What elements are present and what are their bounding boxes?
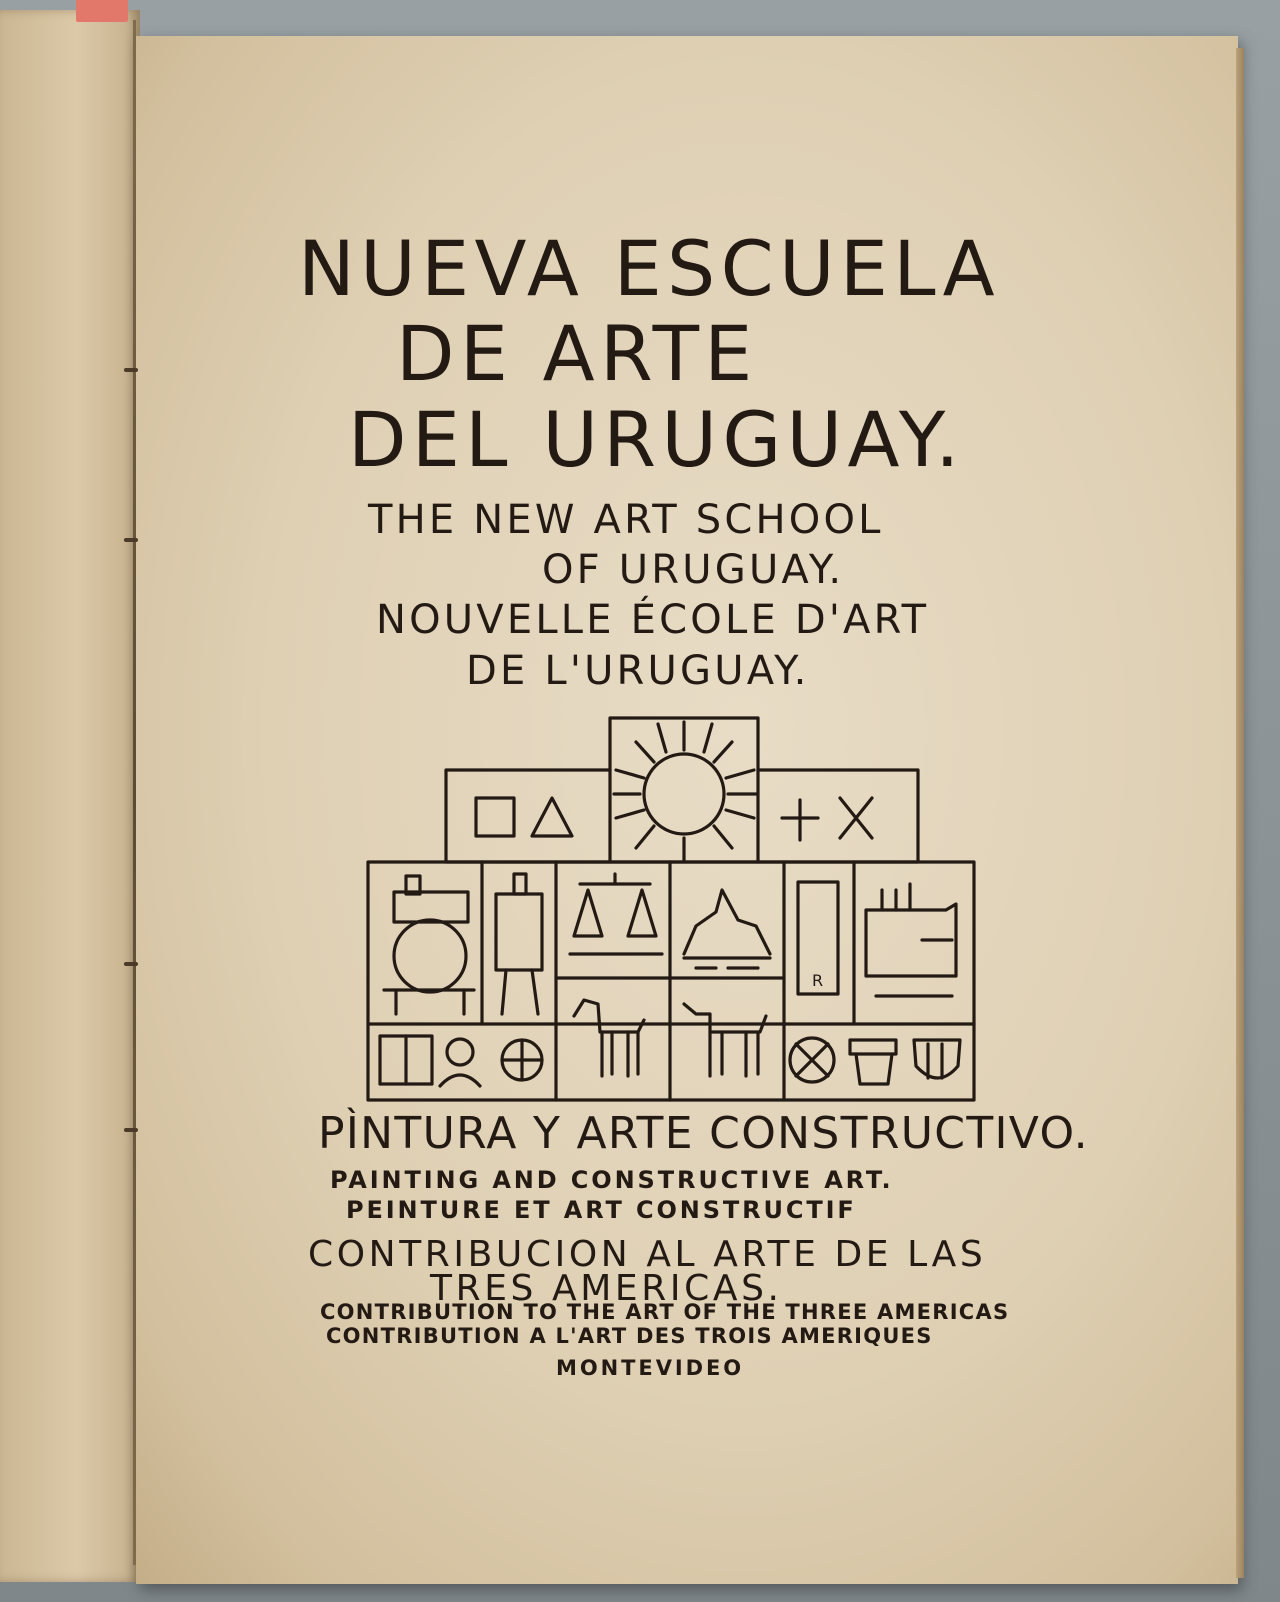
- left-book-page: [0, 10, 140, 1582]
- section-title-english: PAINTING AND CONSTRUCTIVE ART.: [330, 1166, 894, 1194]
- binding-stitch: [124, 538, 138, 542]
- contribution-spanish-line-2: TRES AMERICAS.: [430, 1268, 783, 1309]
- city-name: MONTEVIDEO: [556, 1356, 745, 1380]
- constructivist-emblem-drawing: [366, 714, 1006, 1106]
- binding-stitch: [124, 962, 138, 966]
- section-title-spanish: PÌNTURA Y ARTE CONSTRUCTIVO.: [318, 1108, 1089, 1159]
- title-line-2: DE ARTE: [396, 309, 758, 398]
- subtitle-french-line-1: NOUVELLE ÉCOLE D'ART: [376, 597, 930, 643]
- page-stack-edge: [1236, 48, 1244, 1578]
- binding-stitch: [124, 368, 138, 372]
- svg-text:R: R: [812, 971, 824, 990]
- section-title-french: PEINTURE ET ART CONSTRUCTIF: [346, 1196, 857, 1224]
- contribution-french: CONTRIBUTION A L'ART DES TROIS AMERIQUES: [326, 1324, 933, 1348]
- contribution-english: CONTRIBUTION TO THE ART OF THE THREE AMERICAS: [320, 1300, 1010, 1324]
- title-line-1: NUEVA ESCUELA: [298, 224, 1000, 313]
- subtitle-french-line-2: DE L'URUGUAY.: [466, 648, 810, 694]
- red-ribbon-tab: [76, 0, 128, 22]
- binding-stitch: [124, 1128, 138, 1132]
- book-spine: [133, 20, 136, 1565]
- contribution-spanish-line-1: CONTRIBUCION AL ARTE DE LAS: [308, 1234, 987, 1275]
- subtitle-english-line-1: THE NEW ART SCHOOL: [368, 497, 884, 543]
- plus-x-panel: [758, 770, 918, 862]
- title-line-3: DEL URUGUAY.: [348, 395, 965, 484]
- sun-panel: [610, 718, 758, 862]
- geometric-shapes-panel: [446, 770, 610, 862]
- subtitle-english-line-2: OF URUGUAY.: [542, 547, 845, 593]
